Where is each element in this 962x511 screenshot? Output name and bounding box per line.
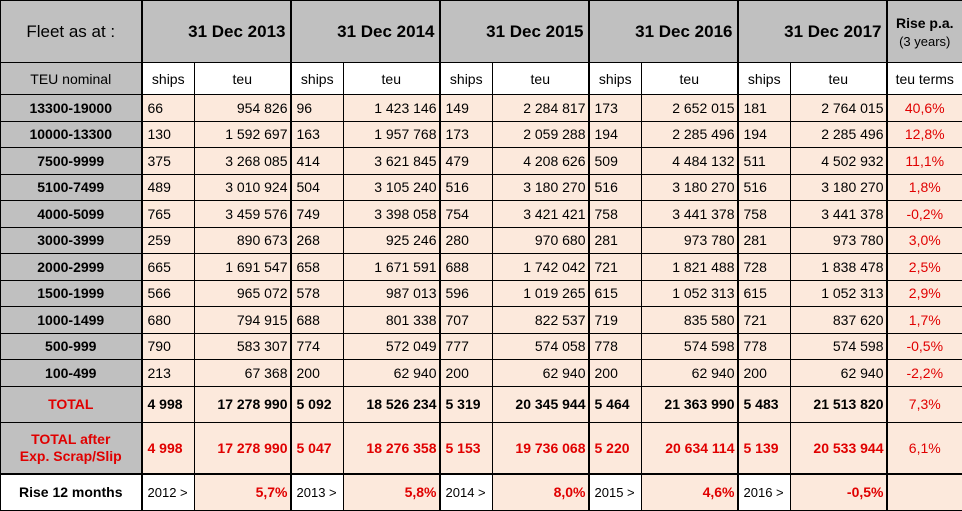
ships-cell: 778 (738, 333, 791, 360)
rise-cell: 1,7% (887, 307, 962, 334)
ships-cell: 615 (738, 280, 791, 307)
ships-cell: 596 (440, 280, 493, 307)
rise-header (887, 1, 962, 63)
teu-category: 500-999 (1, 333, 142, 360)
fleet-label: Fleet as at : (1, 1, 142, 63)
rise-year-cell: 2015 > (589, 474, 642, 510)
teu-cell: 973 780 (791, 227, 887, 254)
ships-cell: 754 (440, 201, 493, 228)
total-after-ships-cell: 5 139 (738, 422, 791, 474)
rise-cell: 40,6% (887, 95, 962, 122)
ships-cell: 566 (142, 280, 195, 307)
teu-cell: 3 010 924 (195, 174, 291, 201)
ships-cell: 749 (291, 201, 344, 228)
teu-cell: 973 780 (642, 227, 738, 254)
ships-cell: 479 (440, 148, 493, 175)
total-teu-cell: 18 526 234 (344, 386, 440, 422)
ships-cell: 173 (589, 95, 642, 122)
teu-cell: 2 764 015 (791, 95, 887, 122)
subheader-row (1, 63, 962, 95)
teu-cell: 965 072 (195, 280, 291, 307)
total-after-ships-cell: 5 153 (440, 422, 493, 474)
total-after-label (1, 422, 142, 474)
rise-12m-value: 5,7% (195, 474, 291, 510)
table-row (1, 201, 962, 228)
table-row (1, 254, 962, 281)
ships-cell: 200 (738, 360, 791, 387)
teu-cell: 3 441 378 (791, 201, 887, 228)
ships-cell: 414 (291, 148, 344, 175)
ships-cell: 163 (291, 121, 344, 148)
total-after-label-line1: TOTAL after (31, 431, 110, 447)
total-label: TOTAL (1, 386, 142, 422)
ships-cell: 516 (440, 174, 493, 201)
total-after-teu-cell: 18 276 358 (344, 422, 440, 474)
teu-cell: 3 421 421 (493, 201, 589, 228)
ships-cell: 516 (589, 174, 642, 201)
date-2017: 31 Dec 2017 (738, 1, 887, 63)
teu-cell: 4 208 626 (493, 148, 589, 175)
teu-header: teu (642, 63, 738, 95)
ships-cell: 268 (291, 227, 344, 254)
teu-cell: 987 013 (344, 280, 440, 307)
total-teu-cell: 21 513 820 (791, 386, 887, 422)
teu-cell: 62 940 (493, 360, 589, 387)
ships-cell: 504 (291, 174, 344, 201)
teu-cell: 2 652 015 (642, 95, 738, 122)
teu-cell: 954 826 (195, 95, 291, 122)
ships-cell: 765 (142, 201, 195, 228)
teu-cell: 3 180 270 (642, 174, 738, 201)
rise-year-cell: 2013 > (291, 474, 344, 510)
teu-cell: 1 691 547 (195, 254, 291, 281)
table-row (1, 280, 962, 307)
teu-category: 1000-1499 (1, 307, 142, 334)
rise-cell: 1,8% (887, 174, 962, 201)
teu-category: 4000-5099 (1, 201, 142, 228)
teu-cell: 3 441 378 (642, 201, 738, 228)
rise-12m-value: 5,8% (344, 474, 440, 510)
teu-cell: 801 338 (344, 307, 440, 334)
teu-cell: 62 940 (791, 360, 887, 387)
teu-cell: 3 621 845 (344, 148, 440, 175)
ships-cell: 149 (440, 95, 493, 122)
ships-cell: 615 (589, 280, 642, 307)
teu-category: 100-499 (1, 360, 142, 387)
teu-category: 7500-9999 (1, 148, 142, 175)
teu-cell: 1 671 591 (344, 254, 440, 281)
total-teu-cell: 21 363 990 (642, 386, 738, 422)
teu-cell: 574 598 (642, 333, 738, 360)
teu-cell: 2 284 817 (493, 95, 589, 122)
ships-cell: 707 (440, 307, 493, 334)
ships-cell: 790 (142, 333, 195, 360)
ships-cell: 728 (738, 254, 791, 281)
teu-cell: 2 059 288 (493, 121, 589, 148)
teu-cell: 837 620 (791, 307, 887, 334)
ships-cell: 173 (440, 121, 493, 148)
rise-12m-value: -0,5% (791, 474, 887, 510)
teu-cell: 835 580 (642, 307, 738, 334)
rise-cell: 12,8% (887, 121, 962, 148)
ships-cell: 66 (142, 95, 195, 122)
ships-header: ships (440, 63, 493, 95)
total-teu-cell: 17 278 990 (195, 386, 291, 422)
ships-cell: 509 (589, 148, 642, 175)
teu-category: 5100-7499 (1, 174, 142, 201)
rise-12m-value: 8,0% (493, 474, 589, 510)
teu-category: 1500-1999 (1, 280, 142, 307)
teu-category: 3000-3999 (1, 227, 142, 254)
header-row (1, 1, 962, 63)
ships-cell: 777 (440, 333, 493, 360)
ships-cell: 721 (738, 307, 791, 334)
total-ships-cell: 5 483 (738, 386, 791, 422)
teu-cell: 3 268 085 (195, 148, 291, 175)
teu-cell: 1 052 313 (791, 280, 887, 307)
date-2014: 31 Dec 2014 (291, 1, 440, 63)
total-ships-cell: 5 092 (291, 386, 344, 422)
table-row (1, 174, 962, 201)
total-after-ships-cell: 4 998 (142, 422, 195, 474)
teu-cell: 1 052 313 (642, 280, 738, 307)
teu-header: teu (344, 63, 440, 95)
teu-terms-header: teu terms (887, 63, 962, 95)
ships-cell: 200 (440, 360, 493, 387)
total-after-teu-cell: 17 278 990 (195, 422, 291, 474)
teu-cell: 2 285 496 (791, 121, 887, 148)
ships-header: ships (291, 63, 344, 95)
ships-header: ships (738, 63, 791, 95)
table-row (1, 95, 962, 122)
rise-12m-empty-cell (887, 474, 962, 510)
teu-cell: 1 838 478 (791, 254, 887, 281)
ships-cell: 516 (738, 174, 791, 201)
teu-cell: 1 592 697 (195, 121, 291, 148)
total-row (1, 386, 962, 422)
teu-cell: 67 368 (195, 360, 291, 387)
teu-header: teu (493, 63, 589, 95)
ships-cell: 758 (738, 201, 791, 228)
total-after-rise-cell: 6,1% (887, 422, 962, 474)
teu-header: teu (195, 63, 291, 95)
teu-cell: 1 019 265 (493, 280, 589, 307)
ships-cell: 758 (589, 201, 642, 228)
ships-header: ships (142, 63, 195, 95)
teu-cell: 3 105 240 (344, 174, 440, 201)
total-rise-cell: 7,3% (887, 386, 962, 422)
ships-cell: 658 (291, 254, 344, 281)
teu-cell: 574 058 (493, 333, 589, 360)
total-ships-cell: 4 998 (142, 386, 195, 422)
rise-cell: 2,9% (887, 280, 962, 307)
table-row (1, 148, 962, 175)
ships-cell: 181 (738, 95, 791, 122)
ships-cell: 489 (142, 174, 195, 201)
teu-cell: 4 502 932 (791, 148, 887, 175)
ships-cell: 194 (738, 121, 791, 148)
total-after-label-line2: Exp. Scrap/Slip (20, 448, 122, 464)
teu-cell: 574 598 (791, 333, 887, 360)
table-row (1, 121, 962, 148)
teu-cell: 62 940 (344, 360, 440, 387)
ships-cell: 774 (291, 333, 344, 360)
ships-cell: 281 (738, 227, 791, 254)
ships-cell: 665 (142, 254, 195, 281)
teu-cell: 3 180 270 (493, 174, 589, 201)
date-2016: 31 Dec 2016 (589, 1, 738, 63)
ships-cell: 281 (589, 227, 642, 254)
teu-cell: 925 246 (344, 227, 440, 254)
teu-cell: 890 673 (195, 227, 291, 254)
total-after-ships-cell: 5 220 (589, 422, 642, 474)
total-ships-cell: 5 319 (440, 386, 493, 422)
teu-cell: 3 180 270 (791, 174, 887, 201)
date-2015: 31 Dec 2015 (440, 1, 589, 63)
teu-cell: 3 398 058 (344, 201, 440, 228)
rise-year-cell: 2014 > (440, 474, 493, 510)
rise-cell: -2,2% (887, 360, 962, 387)
rise-12-months-label: Rise 12 months (1, 474, 142, 510)
total-ships-cell: 5 464 (589, 386, 642, 422)
rise-subtitle: (3 years) (888, 34, 962, 49)
ships-cell: 200 (589, 360, 642, 387)
teu-cell: 572 049 (344, 333, 440, 360)
teu-header: teu (791, 63, 887, 95)
rise-year-cell: 2012 > (142, 474, 195, 510)
teu-cell: 822 537 (493, 307, 589, 334)
total-after-row (1, 422, 962, 474)
rise-cell: -0,5% (887, 333, 962, 360)
ships-cell: 375 (142, 148, 195, 175)
teu-cell: 1 742 042 (493, 254, 589, 281)
teu-cell: 1 821 488 (642, 254, 738, 281)
rise-12-months-row (1, 474, 962, 510)
table-row (1, 307, 962, 334)
teu-cell: 583 307 (195, 333, 291, 360)
ships-cell: 200 (291, 360, 344, 387)
rise-title: Rise p.a. (888, 15, 962, 31)
teu-category: 10000-13300 (1, 121, 142, 148)
teu-cell: 3 459 576 (195, 201, 291, 228)
teu-cell: 970 680 (493, 227, 589, 254)
total-after-ships-cell: 5 047 (291, 422, 344, 474)
teu-cell: 2 285 496 (642, 121, 738, 148)
teu-cell: 1 423 146 (344, 95, 440, 122)
teu-cell: 4 484 132 (642, 148, 738, 175)
ships-cell: 680 (142, 307, 195, 334)
teu-nominal-label: TEU nominal (1, 63, 142, 95)
ships-cell: 96 (291, 95, 344, 122)
total-teu-cell: 20 345 944 (493, 386, 589, 422)
ships-cell: 130 (142, 121, 195, 148)
rise-cell: 2,5% (887, 254, 962, 281)
ships-header: ships (589, 63, 642, 95)
total-after-teu-cell: 19 736 068 (493, 422, 589, 474)
table-row (1, 360, 962, 387)
ships-cell: 778 (589, 333, 642, 360)
rise-year-cell: 2016 > (738, 474, 791, 510)
ships-cell: 721 (589, 254, 642, 281)
ships-cell: 194 (589, 121, 642, 148)
rise-cell: 3,0% (887, 227, 962, 254)
ships-cell: 280 (440, 227, 493, 254)
ships-cell: 511 (738, 148, 791, 175)
rise-12m-value: 4,6% (642, 474, 738, 510)
table-row (1, 333, 962, 360)
teu-cell: 1 957 768 (344, 121, 440, 148)
ships-cell: 213 (142, 360, 195, 387)
teu-cell: 794 915 (195, 307, 291, 334)
ships-cell: 578 (291, 280, 344, 307)
ships-cell: 719 (589, 307, 642, 334)
date-2013: 31 Dec 2013 (142, 1, 291, 63)
rise-cell: 11,1% (887, 148, 962, 175)
teu-cell: 62 940 (642, 360, 738, 387)
teu-category: 13300-19000 (1, 95, 142, 122)
total-after-teu-cell: 20 533 944 (791, 422, 887, 474)
ships-cell: 688 (291, 307, 344, 334)
ships-cell: 259 (142, 227, 195, 254)
rise-cell: -0,2% (887, 201, 962, 228)
total-after-teu-cell: 20 634 114 (642, 422, 738, 474)
table-row (1, 227, 962, 254)
teu-category: 2000-2999 (1, 254, 142, 281)
ships-cell: 688 (440, 254, 493, 281)
